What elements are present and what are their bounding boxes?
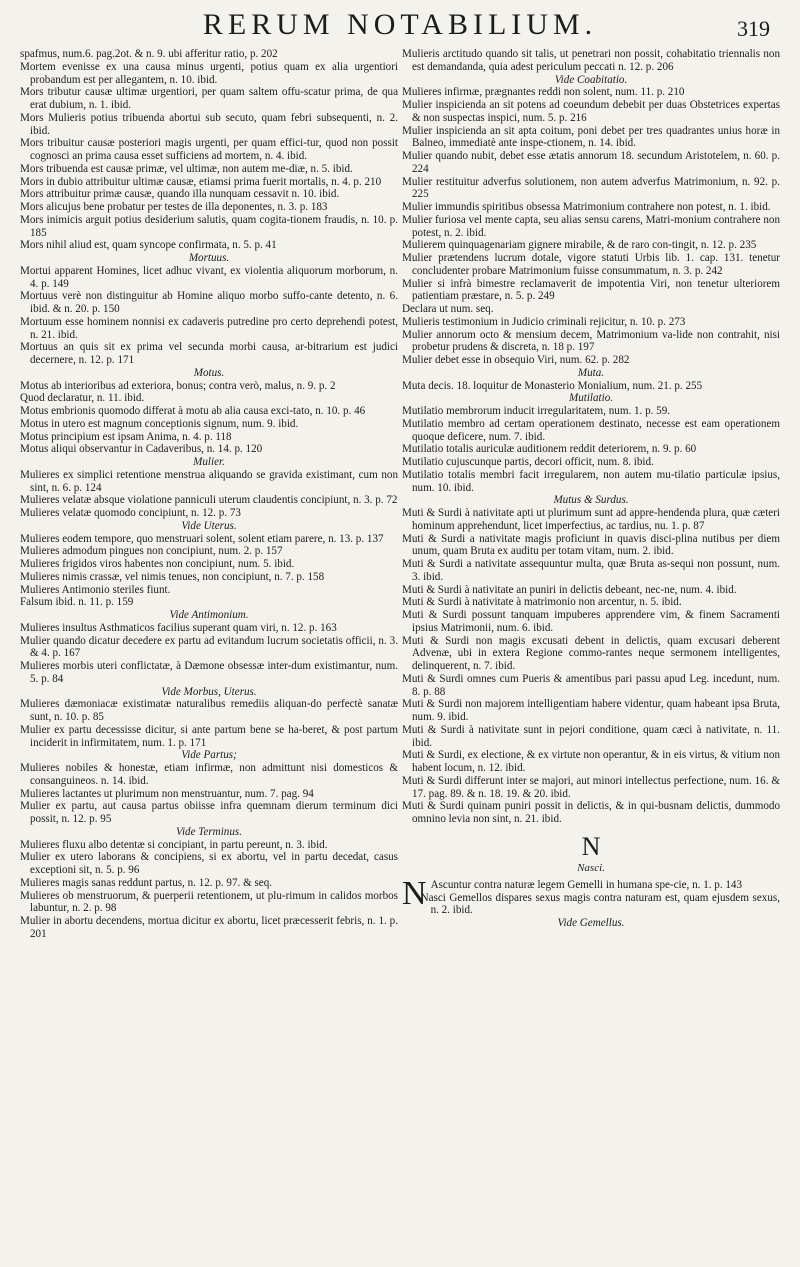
index-entry: Mulieres nobiles & honestæ, etiam infirmæ, non admittunt nisi domesticos & consanguineos. n. 14. ibid. (20, 762, 398, 787)
index-entry: Mortui apparent Homines, licet adhuc vivant, ex violentia aliquorum morborum, n. 4. p. 149 (20, 264, 398, 290)
index-entry: Mulieres fluxu albo detentæ si concipiant, in partu pereunt, n. 3. ibid. (20, 838, 328, 851)
index-entry: Motus principium est ipsam Anima, n. 4. p. 118 (20, 430, 232, 443)
running-head: RERUM NOTABILIUM. (202, 8, 598, 41)
section-heading: Vide Gemellus. (557, 917, 625, 929)
index-column-right (402, 48, 780, 930)
index-entry: Mors tributur causæ ultimæ urgentiori, per quam saltem offu-scatur prima, de qua erat dubium, n. 1. ibid. (20, 86, 398, 111)
index-entry: Mulieres frigidos viros habentes non concipiunt, num. 5. ibid. (20, 558, 295, 570)
index-entry: Mulierem quinquagenariam gignere mirabile, & de raro con-tingit, n. 12. p. 235 (402, 239, 757, 252)
index-entry: Mulieres eodem tempore, quo menstruari solent, solent etiam parere, n. 13. p. 137 (20, 532, 384, 545)
index-entry: Mulieris testimonium in Judicio criminali rejicitur, n. 10. p. 273 (402, 315, 686, 328)
index-entry: Nasci Gemellos dispares sexus magis contra naturam est, quam ejusdem sexus, n. 2. ibid. (420, 891, 780, 917)
section-heading: Vide Coabitatio. (554, 73, 628, 86)
index-entry: Mortem evenisse ex una causa minus urgenti, potius quam ex alia urgentiori probandum est per allegantem, n. 10. ibid. (20, 60, 398, 86)
index-entry: Mulier ex partu decessisse dicitur, si ante partum bene se ha-beret, & post partum inciderit in infirmitatem, num. 1. p. 171 (20, 723, 398, 749)
index-entry: Mulier prætendens lucrum dotale, vigore statuti Urbis lib. 1. cap. 131. tenetur concludenter probare Matrimonium fuisse consummatum, n. 3. p. 242 (402, 252, 780, 277)
section-heading: Mutus & Surdus. (553, 494, 629, 507)
entry-text: Ascuntur contra naturæ legem Gemelli in humana spe-cie, n. 1. p. 143 (430, 878, 743, 891)
index-entry: Mulier ex utero laborans & concipiens, si ex abortu, vel in partu decedat, casus exceptioni sit, n. 5. p. 96 (20, 851, 398, 876)
index-entry: Mutilatio membro ad certam operationem destinato, necesse est eam operationem quoque deficere, num. 7. ibid. (402, 417, 780, 443)
index-entry: Muti & Surdi à nativitate à matrimonio non arcentur, n. 5. ibid. (402, 596, 682, 609)
index-entry: Mulieres velatæ quomodo concipiunt, n. 12. p. 73 (20, 507, 241, 519)
section-heading: Vide Terminus. (176, 825, 242, 838)
index-entry: Mutilatio totalis membri facit irregularem, non autem mu-tilatio particulæ ipsius, num. 10. ibid. (402, 468, 780, 494)
index-entry: Mulieres velatæ absque violatione panniculi uterum claudentis concipiunt, n. 3. p. 72 (20, 494, 398, 507)
section-heading: Motus. (193, 366, 225, 379)
index-entry: Muti & Surdi a nativitate magis proficiunt in quavis disci-plina nutibus per diem unum, quam Bruta ex auditu per totam vitam, num. 2. ibid. (402, 532, 780, 558)
section-heading: Vide Antimonium. (169, 609, 249, 621)
index-entry: Mulier annorum octo & mensium decem, Matrimonium va-lide non contrahit, nisi probetur prudens & discreta, n. 18 p. 197 (402, 328, 780, 354)
index-entry: Declara ut num. seq. (402, 303, 494, 315)
index-entry: Muta decis. 18. loquitur de Monasterio Monialium, num. 21. p. 255 (402, 379, 703, 392)
index-entry: Muti & Surdi à nativitate apti ut plurimum sunt ad appre-hendenda plura, quæ cæteri hominum apprehendunt, licet imperfectius, ac tardius, nu. 1. p. 87 (402, 507, 780, 532)
index-entry: Mulier quando dicatur decedere ex partu ad evitandum lucrum societatis officii, n. 3. & 4. p. 167 (20, 634, 398, 660)
index-entry: Mulieres infirmæ, prægnantes reddi non solent, num. 11. p. 210 (402, 86, 685, 99)
index-entry: Mulier furiosa vel mente capta, seu alias sensu carens, Matri-monium contrahere non potest, n. 2. ibid. (402, 213, 780, 239)
index-entry: Mutilatio membrorum inducit irregularitatem, num. 1. p. 59. (402, 405, 671, 417)
index-entry: Mutilatio totalis auriculæ auditionem reddit deteriorem, n. 9. p. 60 (402, 443, 697, 456)
index-entry: Mulieres insultus Asthmaticos facilius superant quam viri, n. 12. p. 163 (20, 621, 337, 634)
index-entry: Muti & Surdi, ex electione, & ex virtute non operantur, & in eis virtus, & vitium non habent locum, n. 12. ibid. (402, 749, 780, 774)
index-entry: Muti & Surdi omnes cum Pueris & amentibus pari passu apud Leg. incedunt, num. 8. p. 88 (402, 672, 780, 698)
index-entry: Mulier si infrà bimestre reclamaverit de impotentia Viri, non tenetur ulteriorem patientiam præstare, n. 5. p. 249 (402, 277, 780, 303)
index-entry: Quod declaratur, n. 11. ibid. (20, 392, 145, 405)
index-entry: Mulier immundis spiritibus obsessa Matrimonium contrahere non potest, n. 1. ibid. (402, 201, 771, 213)
section-heading: Vide Partus; (181, 749, 237, 762)
index-entry: Muti & Surdi possunt tanquam impuberes apprendere vim, & finem Sacramenti ipsius Matrimonii, num. 6. ibid. (402, 609, 780, 634)
index-entry: Mors tribuenda est causæ primæ, vel ultimæ, non autem me-diæ, n. 5. ibid. (20, 162, 353, 175)
index-entry: Mors nihil aliud est, quam syncope confirmata, n. 5. p. 41 (20, 239, 277, 252)
section-heading: Mutilatio. (568, 392, 614, 405)
section-heading: Vide Morbus, Uterus. (161, 685, 257, 698)
index-entry: Mulieres ob menstruorum, & puerperii retentionem, ut plu-rimum in calidos morbos labuntur, n. 2. p. 98 (20, 889, 398, 915)
section-heading: Mulier. (193, 456, 225, 468)
index-entry: Muti & Surdi non majorem intelligentiam habere videntur, quam habeant ipsa Bruta, num. 9. ibid. (402, 698, 780, 723)
index-entry: Mulieres magis sanas reddunt partus, n. 12. p. 97. & seq. (20, 876, 273, 889)
section-heading: Vide Uterus. (181, 519, 237, 532)
index-entry: Motus ab interioribus ad exteriora, bonus; contra verò, malus, n. 9. p. 2 (20, 379, 336, 392)
index-entry: Mulieres nimis crassæ, vel nimis tenues, non concipiunt, n. 7. p. 158 (20, 570, 325, 583)
index-entry: Mors alicujus bene probatur per testes de illa deponentes, n. 3. p. 183 (20, 201, 328, 213)
index-entry: Motus aliqui observantur in Cadaveribus, n. 14. p. 120 (20, 443, 263, 456)
index-entry: Mutilatio cujuscunque partis, decori officit, num. 8. ibid. (402, 456, 654, 468)
page-number: 319 (737, 16, 770, 41)
index-entry: Mulieres admodum pingues non concipiunt, num. 2. p. 157 (20, 545, 283, 558)
page-header (0, 6, 800, 46)
index-entry: Mors in dubio attribuitur ultimæ causæ, etiamsi prima fuerit mortalis, n. 4. p. 210 (20, 175, 382, 188)
index-entry: Mulier restituitur adverfus solutionem, non autem adverfus Matrimonium, n. 92. p. 225 (402, 175, 780, 201)
index-entry: Mulieres morbis uteri conflictatæ, à Dæmone obsessæ inter-dum existimantur, num. 5. p. 84 (20, 660, 398, 685)
index-column-left (20, 48, 398, 941)
index-entry: Muti & Surdi differunt inter se majori, aut minori intellectus perfectione, num. 16. & 17. pag. 89. & n. 18. 19. & 20. ibid. (402, 774, 780, 800)
index-entry: Motus in utero est magnum conceptionis signum, num. 9. ibid. (20, 417, 299, 430)
index-entry: Mors inimicis arguit potius desiderium salutis, quam cogita-tionem fraudis, n. 10. p. 185 (20, 213, 398, 239)
index-entry: Mulier quando nubit, debet esse ætatis annorum 18. secundum Aristotelem, n. 60. p. 224 (402, 150, 780, 175)
index-entry: Muti & Surdi à nativitate sunt in pejori conditione, quam cæci à nativitate, n. 11. ibid. (402, 723, 780, 749)
section-subheading: Nasci. (577, 861, 605, 874)
index-entry: Mulieres dæmoniacæ existimatæ naturalibus remediis aliquan-do perfectè sanatæ sunt, n. 10. p. 85 (20, 698, 398, 723)
index-entry: Mulieres Antimonio steriles fiunt. (20, 583, 171, 596)
section-heading: Mortuus. (188, 252, 230, 264)
index-entry: Mors attribuitur primæ causæ, quando illa nunquam cessavit n. 10. ibid. (20, 188, 340, 201)
index-entry: Muti & Surdi non magis excusati debent in delictis, quam excusari deberent Advenæ, ubi in extera Regione commo-rantes neque sermonem intelligentes, delinquerent, n. 7. ibid. (402, 634, 780, 672)
index-entry: Mulieres lactantes ut plurimum non menstruantur, num. 7. pag. 94 (20, 787, 314, 800)
index-entry: Mulier inspicienda an sit apta coitum, poni debet per tres quadrantes unius horæ in Balneo, immediatè ante inspe-ctionem, n. 14. ibid. (402, 124, 780, 150)
section-letter: N (581, 831, 601, 861)
index-entry: spafmus, num.6. pag.2ot. & n. 9. ubi afferitur ratio, p. 202 (20, 48, 278, 60)
index-entry: Mulier ex partu, aut causa partus obiisse infra quemnam dierum terminum dici possit, n. 12. p. 95 (20, 800, 398, 825)
index-entry: Mors Mulieris potius tribuenda abortui sub secuto, quam febri subsequenti, n. 2. ibid. (20, 111, 398, 137)
index-entry: Mulier in abortu decendens, mortua dicitur ex abortu, licet præcesserit febris, n. 1. p. 201 (20, 915, 398, 940)
index-entry: Mortuum esse hominem nonnisi ex cadaveris putredine pro certo deprehendi potest, n. 21. ibid. (20, 315, 398, 341)
index-entry: Mors tribuitur causæ posteriori magis urgenti, per quam effici-tur, quod non possit cognosci an prima causa esset sufficiens ad mortem, n. 4. ibid. (20, 137, 398, 162)
index-entry: Motus embrionis quomodo differat à motu ab alia causa exci-tato, n. 10. p. 46 (20, 405, 366, 417)
index-entry: Mortuus an quis sit ex prima vel secunda morbi causa, ar-bitrarium est judici decernere, n. 12. p. 171 (20, 341, 398, 366)
drop-cap: N (402, 874, 427, 912)
index-entry: Mortuus verè non distinguitur ab Homine aliquo morbo suffo-cante detento, n. 6. ibid. & n. 20. p. 150 (20, 290, 398, 315)
index-entry: Mulieris arctitudo quando sit talis, ut penetrari non possit, cohabitatio triennalis non est demandanda, quia adest periculum peccati n. 12. p. 206 (402, 48, 780, 73)
index-entry: Muti & Surdi quinam puniri possit in delictis, & in qui-busnam delictis, dummodo omnino levia non sint, n. 21. ibid. (402, 800, 780, 825)
index-entry: Muti & Surdi à nativitate an puniri in delictis debeant, nec-ne, num. 4. ibid. (402, 583, 737, 596)
index-entry: Mulier debet esse in obsequio Viri, num. 62. p. 282 (402, 354, 630, 366)
index-entry: Falsum ibid. n. 11. p. 159 (20, 596, 134, 609)
index-entry: Mulier inspicienda an sit potens ad coeundum debebit per duas Obstetrices expertas & non suspectas inspici, num. 5. p. 216 (402, 99, 780, 124)
index-entry: Mulieres ex simplici retentione menstrua aliquando se gravida existimant, cum non sint, n. 6. p. 124 (20, 468, 398, 494)
section-heading: Muta. (577, 366, 605, 379)
index-entry: Muti & Surdi a nativitate assequuntur multa, quæ Bruta as-sequi non possunt, num. 3. ibid. (402, 558, 780, 583)
